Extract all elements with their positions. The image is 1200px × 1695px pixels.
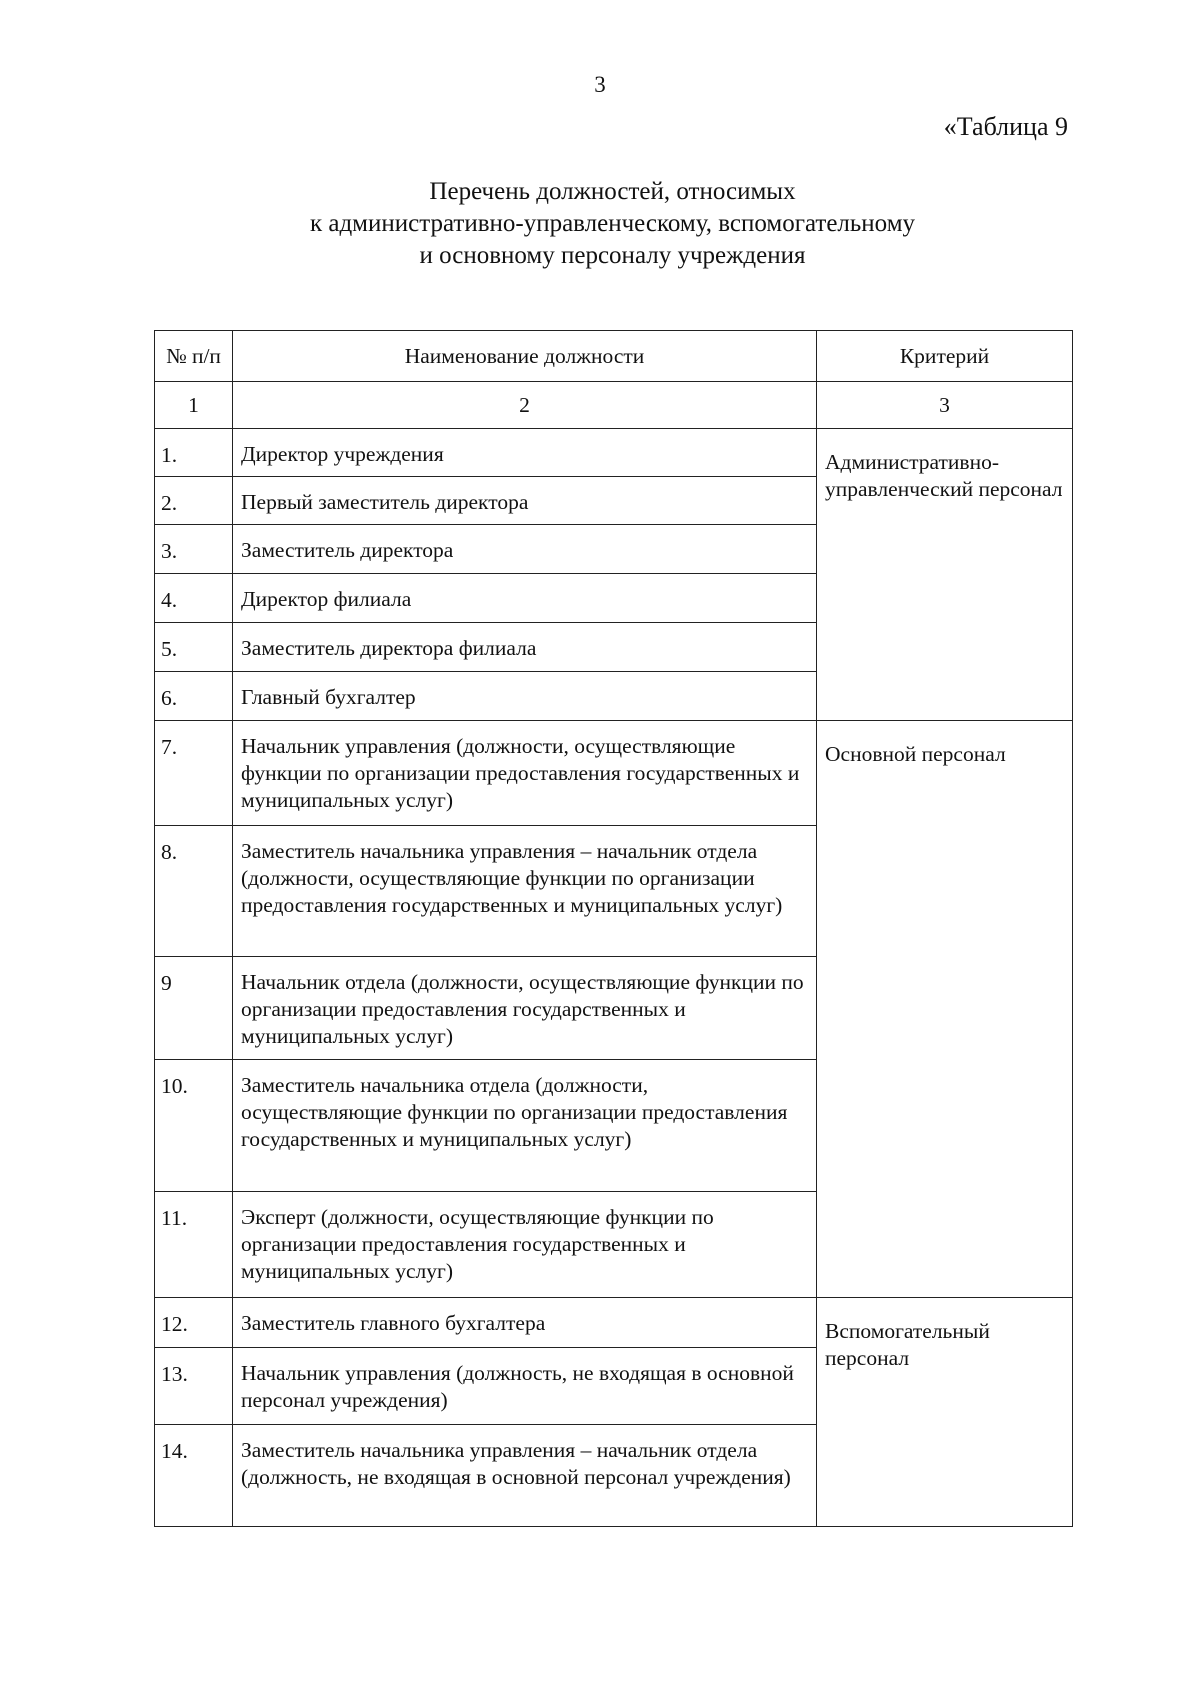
row-number: 3. <box>155 525 233 574</box>
position-name: Заместитель главного бухгалтера <box>233 1298 817 1348</box>
header-position-name: Наименование должности <box>233 331 817 382</box>
row-number: 7. <box>155 721 233 826</box>
table-row <box>155 721 1073 826</box>
position-name: Заместитель начальника отдела (должности, осуществляющие функции по организации предоставления государственных и муниципальных услуг) <box>233 1060 817 1192</box>
position-name: Заместитель директора филиала <box>233 623 817 672</box>
header-row <box>155 331 1073 382</box>
criterion-cell: Административно-управленческий персонал <box>817 429 1073 721</box>
row-number: 1. <box>155 429 233 477</box>
row-number: 9 <box>155 957 233 1060</box>
position-name: Начальник управления (должность, не входящая в основной персонал учреждения) <box>233 1348 817 1425</box>
position-name: Начальник отдела (должности, осуществляющие функции по организации предоставления государственных и муниципальных услуг) <box>233 957 817 1060</box>
title-line: и основному персоналу учреждения <box>419 242 806 269</box>
position-name: Заместитель начальника управления – начальник отдела (должность, не входящая в основной персонал учреждения) <box>233 1425 817 1527</box>
row-number: 14. <box>155 1425 233 1527</box>
position-name: Директор филиала <box>233 574 817 623</box>
table-row <box>155 429 1073 477</box>
row-number: 12. <box>155 1298 233 1348</box>
table-row <box>155 1298 1073 1348</box>
title-line: Перечень должностей, относимых <box>429 178 796 205</box>
row-number: 5. <box>155 623 233 672</box>
row-number: 8. <box>155 826 233 957</box>
table-label: «Таблица 9 <box>943 112 1068 141</box>
header-criterion: Критерий <box>817 331 1073 382</box>
position-name: Первый заместитель директора <box>233 477 817 525</box>
column-number-row <box>155 382 1073 429</box>
position-name: Заместитель директора <box>233 525 817 574</box>
position-name: Директор учреждения <box>233 429 817 477</box>
row-number: 13. <box>155 1348 233 1425</box>
row-number: 6. <box>155 672 233 721</box>
row-number: 4. <box>155 574 233 623</box>
column-number: 1 <box>155 382 233 429</box>
row-number: 10. <box>155 1060 233 1192</box>
criterion-cell: Вспомогательный персонал <box>817 1298 1073 1527</box>
column-number: 3 <box>817 382 1073 429</box>
title-line: к административно-управленческому, вспомогательному <box>309 210 916 237</box>
row-number: 2. <box>155 477 233 525</box>
position-name: Начальник управления (должности, осуществляющие функции по организации предоставления государственных и муниципальных услуг) <box>233 721 817 826</box>
page-number: 3 <box>594 72 606 97</box>
document-title <box>0 176 1200 272</box>
criterion-cell: Основной персонал <box>817 721 1073 1298</box>
position-name: Главный бухгалтер <box>233 672 817 721</box>
column-number: 2 <box>233 382 817 429</box>
position-name: Заместитель начальника управления – начальник отдела (должности, осуществляющие функции по организации предоставления государственных и муниципальных услуг) <box>233 826 817 957</box>
position-name: Эксперт (должности, осуществляющие функции по организации предоставления государственных и муниципальных услуг) <box>233 1192 817 1298</box>
row-number: 11. <box>155 1192 233 1298</box>
positions-table <box>154 330 1073 1527</box>
header-number: № п/п <box>155 331 233 382</box>
